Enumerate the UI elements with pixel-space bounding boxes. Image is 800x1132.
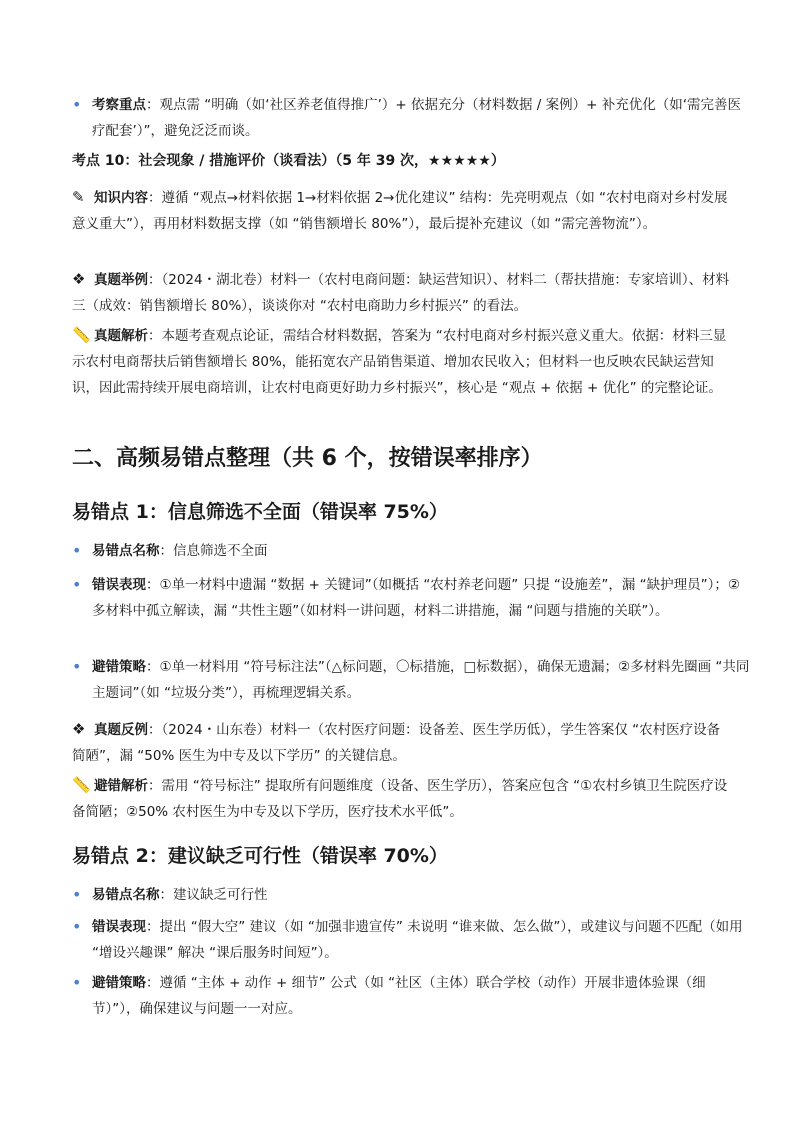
paragraph-text: ：需用 “符号标注” 提取所有问题维度（设备、医生学历），答案应包含 “①农村乡镇卫生院医疗设备简陋；②50% 农村医生为中专及以下学历，医疗技术水平低”。: [72, 778, 728, 820]
label-key: 错误表现: [92, 919, 146, 935]
item-text: ：信息筛选不全面: [159, 543, 268, 559]
label-key: 易错点名称: [92, 543, 160, 559]
paragraph-text: ：本题考查观点论证，需结合材料数据，答案为 “农村电商对乡村振兴意义重大。依据：材料三显示农村电商帮扶后销售额增长 80%，能拓宽农产品销售渠道、增加农民收入；但材料一也反映农民缺运营知识，因此需持续开展电商培训，让农村电商更好助力乡村振兴”，核心是 “观点 + 依据 + 优化” 的完整论证。: [72, 328, 727, 396]
bullet-dot-icon: •: [72, 973, 82, 992]
analysis-paragraph: [72, 322, 732, 401]
label-key: 真题解析: [94, 328, 148, 344]
paragraph-text: ：遵循 “观点→材料依据 1→材料依据 2→优化建议” 结构：先亮明观点（如 “农村电商对乡村发展意义重大”），再用材料数据支撑（如 “销售额增长 80%”），最后提补充建议（如 “需完善物流”）。: [72, 190, 728, 232]
label-key: 错误表现: [92, 577, 146, 593]
paragraph-text: ：（2024・湖北卷）材料一（农村电商问题：缺运营知识）、材料二（帮扶措施：专家培训）、材料三（成效：销售额增长 80%），谈谈你对 “农村电商助力乡村振兴” 的看法。: [72, 272, 730, 314]
label-key: 真题举例: [94, 272, 148, 288]
list-item: [72, 882, 752, 908]
bullet-dot-icon: •: [72, 541, 82, 560]
avoid-analysis-paragraph: [72, 772, 732, 825]
item-text: ：提出 “假大空” 建议（如 “加强非遗宣传” 未说明 “谁来做、怎么做”），或建议与问题不匹配（如用 “增设兴趣课” 解决 “课后服务时间短”）。: [92, 919, 743, 961]
counter-example-paragraph: [72, 716, 732, 769]
pencil-icon: ✎: [72, 188, 85, 206]
separator: ：: [146, 97, 160, 113]
knowledge-paragraph: [72, 184, 732, 237]
item-text: ：遵循 “主体 + 动作 + 细节” 公式（如 “社区（主体）联合学校（动作）开展非遗体验课（细节）”），确保建议与问题一一对应。: [92, 975, 706, 1017]
paragraph-text: ：（2024・山东卷）材料一（农村医疗问题：设备差、医生学历低），学生答案仅 “农村医疗设备简陋”，漏 “50% 医生为中专及以下学历” 的关键信息。: [72, 722, 721, 764]
kp10-heading: 考点 10：社会现象 / 措施评价（谈看法）（5 年 39 次，★★★★★）: [72, 153, 505, 169]
list-item: [72, 538, 752, 564]
list-item: [72, 970, 752, 1022]
bullet-dot-icon: •: [72, 885, 82, 904]
bullet-dot-icon: •: [72, 575, 82, 594]
section-title: 二、高频易错点整理（共 6 个，按错误率排序）: [72, 446, 543, 471]
bullet-dot-icon: •: [72, 917, 82, 936]
error-point-1-title: 易错点 1：信息筛选不全面（错误率 75%）: [72, 501, 448, 523]
item-text: 观点需 “明确（如‘社区养老值得推广’）+ 依据充分（材料数据 / 案例）+ 补充优化（如‘需完善医疗配套’）”，避免泛泛而谈。: [92, 97, 741, 139]
list-item: [72, 914, 752, 966]
item-text: ：①单一材料中遗漏 “数据 + 关键词”（如概括 “农村养老问题” 只提 “设施差”，漏 “缺护理员”）；②多材料中孤立解读，漏 “共性主题”（如材料一讲问题，材料二讲措施，漏 “问题与措施的关联”）。: [92, 577, 741, 619]
label-key: 知识内容: [94, 190, 148, 206]
diamond-icon: ❖: [72, 720, 86, 738]
list-item: [72, 92, 752, 144]
label-key: 真题反例: [94, 722, 148, 738]
item-text: ：①单一材料用 “符号标注法”（△标问题，〇标措施，□标数据），确保无遗漏；②多材料先圈画 “共同主题词”（如 “垃圾分类”），再梳理逻辑关系。: [92, 659, 750, 701]
label-key: 易错点名称: [92, 887, 160, 903]
list-item: [72, 654, 752, 706]
ruler-icon: 📏: [72, 776, 91, 794]
list-item: [72, 572, 752, 624]
bullet-dot-icon: •: [72, 657, 82, 676]
label-key: 避错解析: [94, 778, 148, 794]
label-key: 考察重点: [92, 97, 146, 113]
label-key: 避错策略: [92, 659, 146, 675]
item-text: ：建议缺乏可行性: [159, 887, 268, 903]
error-point-2-title: 易错点 2：建议缺乏可行性（错误率 70%）: [72, 845, 448, 867]
label-key: 避错策略: [92, 975, 146, 991]
ruler-icon: 📏: [72, 326, 91, 344]
diamond-icon: ❖: [72, 270, 86, 288]
bullet-dot-icon: •: [72, 95, 82, 114]
example-paragraph: [72, 266, 732, 319]
